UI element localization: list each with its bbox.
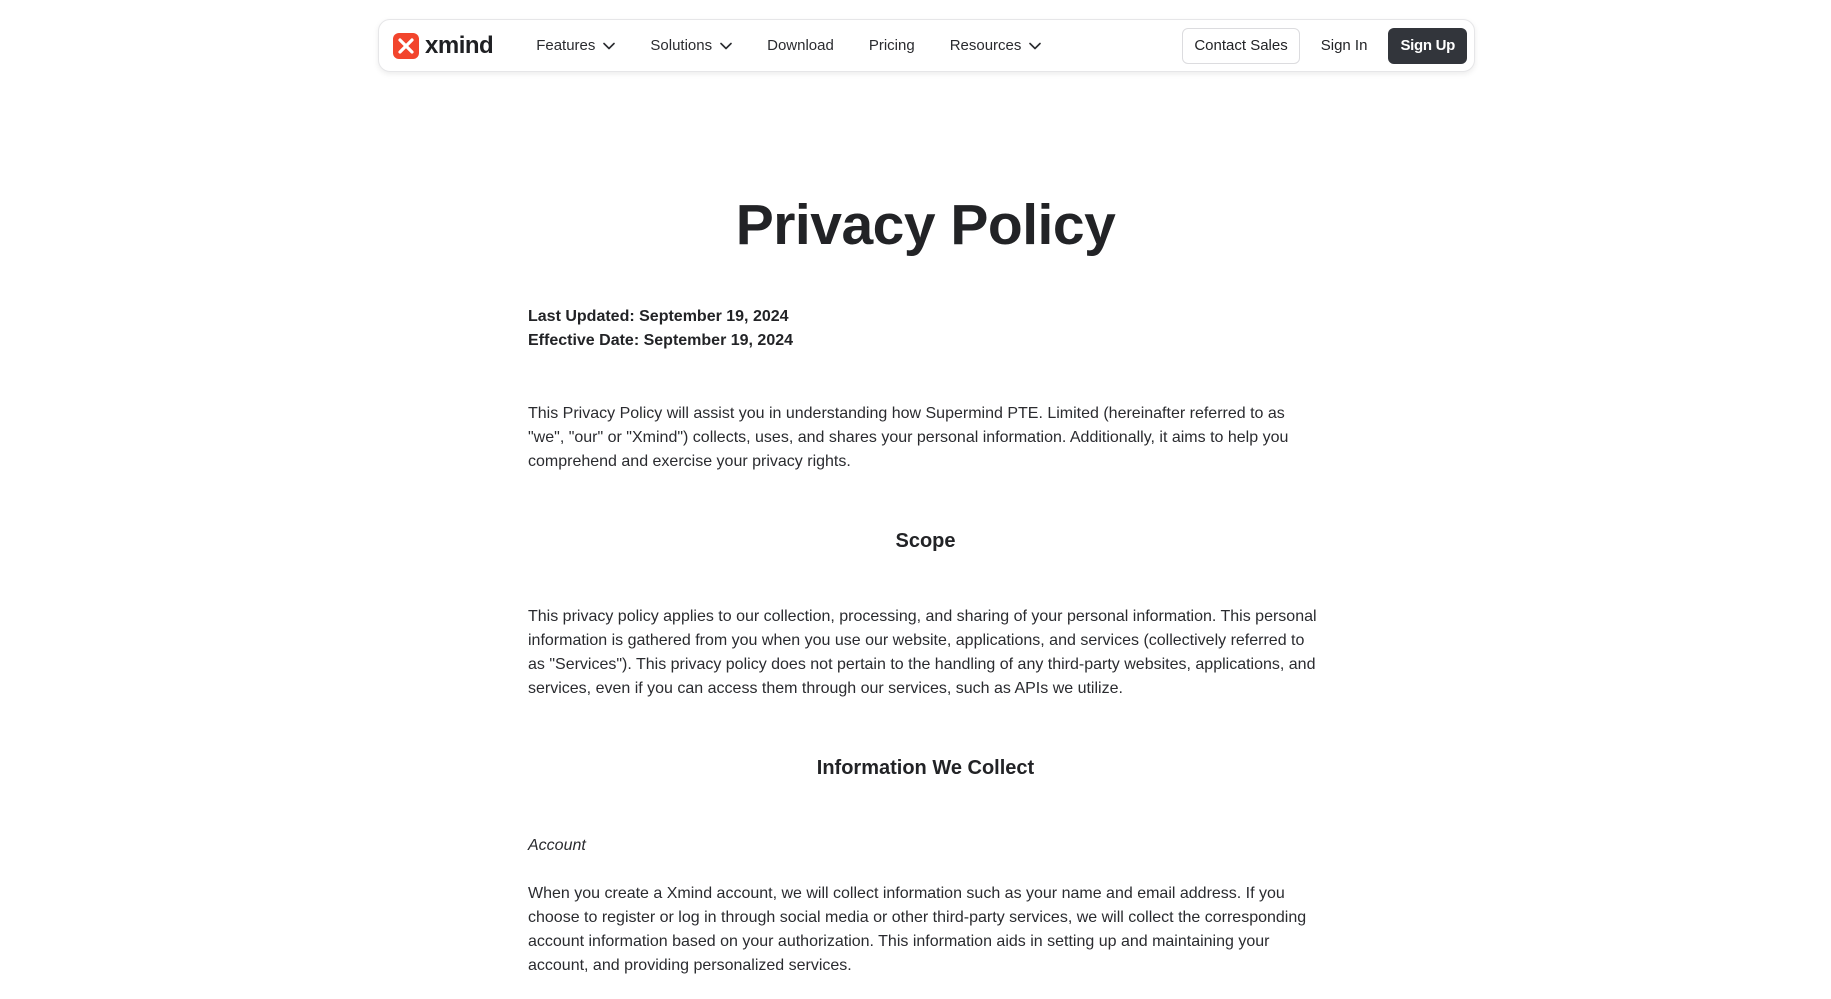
intro-paragraph: This Privacy Policy will assist you in understanding how Supermind PTE. Limited (hereinafter referred to as "we", "our" or "Xmind") collects, uses, and shares your personal information. Additionally, it aims to help you comprehend and exercise your privacy rights. [528, 405, 1289, 470]
sign-up-button[interactable]: Sign Up [1388, 28, 1467, 64]
effective-date: Effective Date: September 19, 2024 [528, 332, 794, 349]
nav-actions [1182, 28, 1467, 64]
top-navbar [378, 19, 1475, 72]
nav-item-download[interactable] [767, 37, 834, 54]
information-collect-heading: Information We Collect [816, 757, 1035, 779]
nav-item-label: Download [767, 37, 834, 54]
nav-item-features[interactable] [536, 37, 615, 54]
nav-item-resources[interactable] [950, 37, 1042, 54]
scope-paragraph: This privacy policy applies to our collection, processing, and sharing of your personal information. This personal information is gathered from you when you use our website, applications, and services (collectively referred to as "Services"). This privacy policy does not pertain to the handling of any third-party websites, applications, and services, even if you can access them through our services, such as APIs we utilize. [528, 608, 1317, 697]
chevron-down-icon [603, 42, 615, 50]
nav-item-label: Resources [949, 37, 1022, 54]
policy-dates [528, 305, 793, 353]
nav-item-pricing[interactable] [869, 37, 915, 54]
brand-name: xmind [425, 31, 494, 59]
nav-links [536, 20, 1076, 71]
nav-item-label: Features [536, 37, 596, 54]
contact-sales-button[interactable]: Contact Sales [1182, 28, 1299, 64]
nav-item-label: Pricing [868, 37, 915, 54]
last-updated: Last Updated: September 19, 2024 [528, 308, 789, 325]
xmind-logo-icon [393, 33, 419, 59]
chevron-down-icon [720, 42, 732, 50]
chevron-down-icon [1029, 42, 1041, 50]
page-title: Privacy Policy [735, 193, 1116, 257]
account-subheading: Account [528, 837, 586, 854]
brand-logo-link[interactable] [393, 32, 493, 60]
scope-heading: Scope [895, 530, 956, 552]
sign-in-button[interactable]: Sign In [1320, 37, 1368, 54]
nav-item-solutions[interactable] [650, 37, 732, 54]
account-paragraph: When you create a Xmind account, we will collect information such as your name and email address. If you choose to register or log in through social media or other third-party services, we will collect the corresponding account information based on your authorization. This information aids in setting up and maintaining your account, and providing personalized services. [528, 885, 1307, 974]
nav-item-label: Solutions [650, 37, 713, 54]
